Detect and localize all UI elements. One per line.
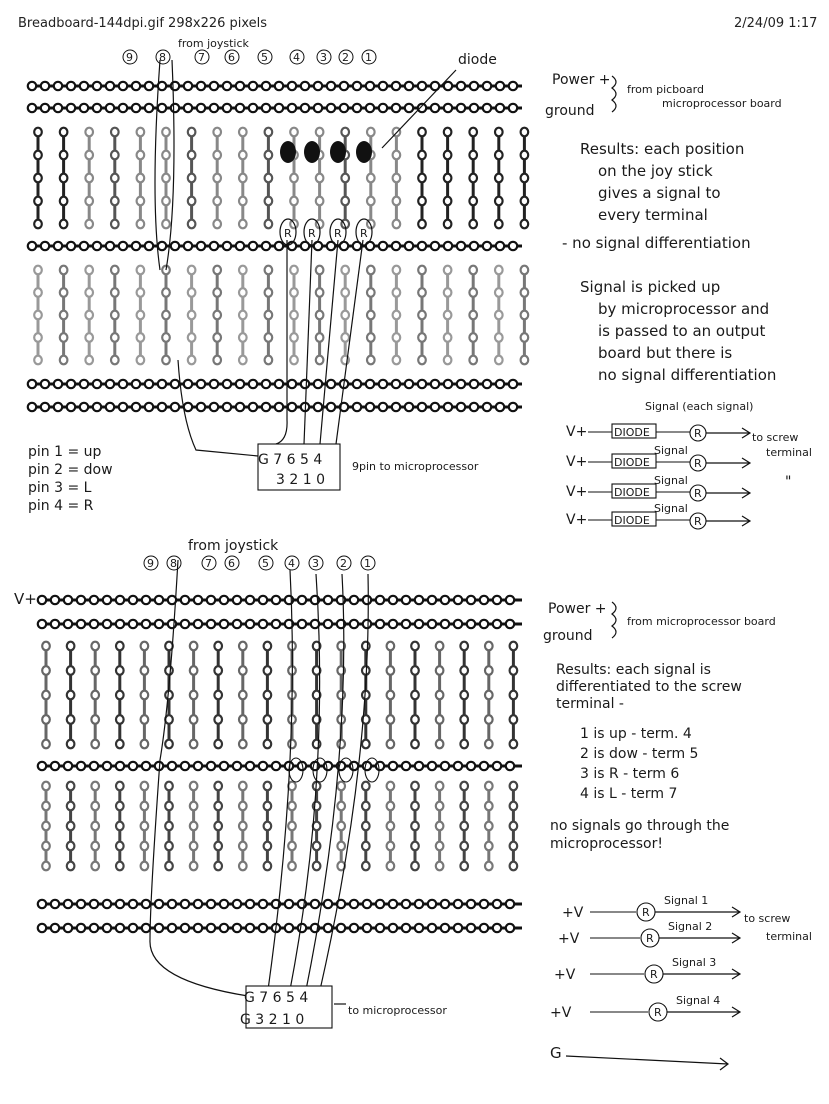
top-pin-number: 6	[228, 51, 235, 64]
circuit-vplus: V+	[566, 512, 588, 528]
top-rail-3	[28, 380, 522, 388]
bottom-pin-number: 8	[170, 557, 177, 570]
circuit-diode-label: DIODE	[614, 456, 650, 469]
top-no-diff: - no signal differentiation	[562, 234, 751, 252]
resistor-label: R	[334, 227, 342, 240]
top-connector-bottom: 3 2 1 0	[276, 472, 325, 488]
top-from-board-1: from picboard	[627, 83, 704, 96]
bottom-circuit-terminal: terminal	[766, 930, 812, 943]
bottom-circuit-signal: Signal 1	[664, 894, 709, 907]
top-pin-number: 8	[159, 51, 166, 64]
bottom-pin-number: 5	[262, 557, 269, 570]
bottom-to-micro: to microprocessor	[348, 1004, 447, 1017]
top-from-board-2: microprocessor board	[662, 97, 782, 110]
date-stamp: 2/24/09 1:17	[734, 16, 818, 31]
top-middle-rail	[28, 242, 522, 250]
top-pin-numbers	[123, 50, 376, 64]
bottom-no-signals-line: microprocessor!	[550, 836, 663, 852]
top-results-line: gives a signal to	[598, 184, 721, 202]
circuit-to-screw: to screw	[752, 431, 799, 444]
bottom-pin-number: 7	[205, 557, 212, 570]
top-picked-line: is passed to an output	[598, 322, 766, 340]
top-results-line: every terminal	[598, 206, 708, 224]
top-pin-number: 7	[198, 51, 205, 64]
top-pin-legend	[28, 444, 113, 514]
resistor-label: R	[284, 227, 292, 240]
bottom-circuit-vplus: +V	[554, 967, 576, 983]
top-lower-columns	[34, 266, 528, 365]
top-rail-4	[28, 403, 522, 411]
bottom-results-text	[556, 662, 742, 712]
bottom-circuit-signal: Signal 3	[672, 956, 717, 969]
bottom-circuit-to-screw: to screw	[744, 912, 791, 925]
top-pin-number: 9	[126, 51, 133, 64]
top-ground-label: ground	[545, 103, 595, 119]
bottom-from-joystick: from joystick	[188, 538, 279, 554]
top-connector-top: G 7 6 5 4	[258, 452, 323, 468]
bottom-ground-label: ground	[543, 628, 593, 644]
bottom-circuit-r-label: R	[646, 932, 654, 945]
top-legend-line: pin 1 = up	[28, 444, 102, 460]
resistor-label: R	[360, 227, 368, 240]
bottom-rail-3	[38, 900, 522, 908]
diode-2	[304, 141, 320, 163]
top-results-text	[580, 140, 744, 224]
circuit-diode-label: DIODE	[614, 426, 650, 439]
bottom-power-label: Power +	[548, 601, 607, 617]
circuit-signal-label: Signal	[654, 474, 688, 487]
bottom-no-signals-line: no signals go through the	[550, 818, 730, 834]
circuit-r-label: R	[694, 457, 702, 470]
bottom-circuit-vplus: +V	[558, 931, 580, 947]
bottom-circuit-vplus: +V	[550, 1005, 572, 1021]
top-pin-number: 2	[342, 51, 349, 64]
top-from-joystick: from joystick	[178, 37, 249, 50]
circuit-diode-label: DIODE	[614, 486, 650, 499]
bottom-results-line: terminal -	[556, 696, 624, 712]
circuit-r-label: R	[694, 487, 702, 500]
top-circuit	[566, 400, 812, 529]
bottom-mapping	[580, 726, 698, 802]
circuit-diode-label: DIODE	[614, 514, 650, 527]
diode-3	[330, 141, 346, 163]
circuit-signal-label: Signal	[654, 444, 688, 457]
bottom-ground-rail	[38, 620, 522, 628]
top-diode-label: diode	[458, 52, 497, 68]
bottom-circuit-r-label: R	[654, 1006, 662, 1019]
bottom-pin-number: 9	[147, 557, 154, 570]
top-results-line: Results: each position	[580, 140, 745, 158]
bottom-connector-top: G 7 6 5 4	[244, 990, 309, 1006]
bottom-no-signals	[550, 818, 729, 852]
top-power-rail	[28, 82, 522, 90]
bottom-circuit-signal: Signal 2	[668, 920, 713, 933]
top-results-line: on the joy stick	[598, 162, 713, 180]
top-picked-line: Signal is picked up	[580, 278, 721, 296]
bottom-results-line: Results: each signal is	[556, 662, 711, 678]
top-pin-number: 5	[261, 51, 268, 64]
bottom-pin-number: 4	[288, 557, 295, 570]
bottom-power-rail	[38, 596, 522, 604]
bottom-mapping-line: 3 is R - term 6	[580, 766, 680, 782]
top-legend-line: pin 2 = dow	[28, 462, 113, 478]
bottom-connector-bottom: G 3 2 1 0	[240, 1012, 305, 1028]
top-picked-line: by microprocessor and	[598, 300, 770, 318]
top-picked-line: board but there is	[598, 344, 733, 362]
top-upper-columns	[34, 128, 528, 229]
bottom-vplus: V+	[14, 590, 37, 608]
resistor-label: R	[308, 227, 316, 240]
top-legend-line: pin 3 = L	[28, 480, 92, 496]
diode-1	[280, 141, 296, 163]
bottom-mapping-line: 1 is up - term. 4	[580, 726, 692, 742]
bottom-pin-number: 2	[340, 557, 347, 570]
bottom-pin-number: 3	[312, 557, 319, 570]
bottom-mapping-line: 4 is L - term 7	[580, 786, 678, 802]
circuit-vplus: V+	[566, 454, 588, 470]
diode-4	[356, 141, 372, 163]
circuit-terminal: terminal	[766, 446, 812, 459]
top-pin-number: 3	[320, 51, 327, 64]
top-legend-line: pin 4 = R	[28, 498, 94, 514]
bottom-from-board: from microprocessor board	[627, 615, 776, 628]
bottom-pin-numbers	[144, 556, 375, 570]
top-pin-number: 1	[365, 51, 372, 64]
bottom-circuit-g: G	[550, 1044, 562, 1062]
bottom-lower-columns	[42, 782, 517, 871]
top-ground-rail	[28, 104, 522, 112]
circuit-vplus: V+	[566, 424, 588, 440]
bottom-middle-rail	[38, 762, 522, 770]
circuit-r-label: R	[694, 427, 702, 440]
bottom-circuit-r-label: R	[650, 968, 658, 981]
top-9pin: 9pin to microprocessor	[352, 460, 479, 473]
circuit-r-label: R	[694, 515, 702, 528]
circuit-ditto: "	[785, 474, 792, 490]
top-picked-line: no signal differentiation	[598, 366, 777, 384]
file-title: Breadboard-144dpi.gif 298x226 pixels	[18, 16, 268, 31]
circuit-vplus: V+	[566, 484, 588, 500]
bottom-pin-number: 6	[228, 557, 235, 570]
bottom-circuit-signal: Signal 4	[676, 994, 721, 1007]
top-power-label: Power +	[552, 72, 611, 88]
bottom-results-line: differentiated to the screw	[556, 679, 742, 695]
bottom-circuit	[550, 894, 812, 1070]
bottom-rail-4	[38, 924, 522, 932]
circuit-signal-label: Signal	[654, 502, 688, 515]
top-pin-number: 4	[293, 51, 300, 64]
bottom-circuit-vplus: +V	[562, 905, 584, 921]
top-picked-text	[580, 278, 776, 384]
bottom-pin-number: 1	[364, 557, 371, 570]
bottom-upper-columns	[42, 642, 517, 749]
bottom-mapping-line: 2 is dow - term 5	[580, 746, 699, 762]
circuit-signal-each: Signal (each signal)	[645, 400, 754, 413]
bottom-circuit-r-label: R	[642, 906, 650, 919]
